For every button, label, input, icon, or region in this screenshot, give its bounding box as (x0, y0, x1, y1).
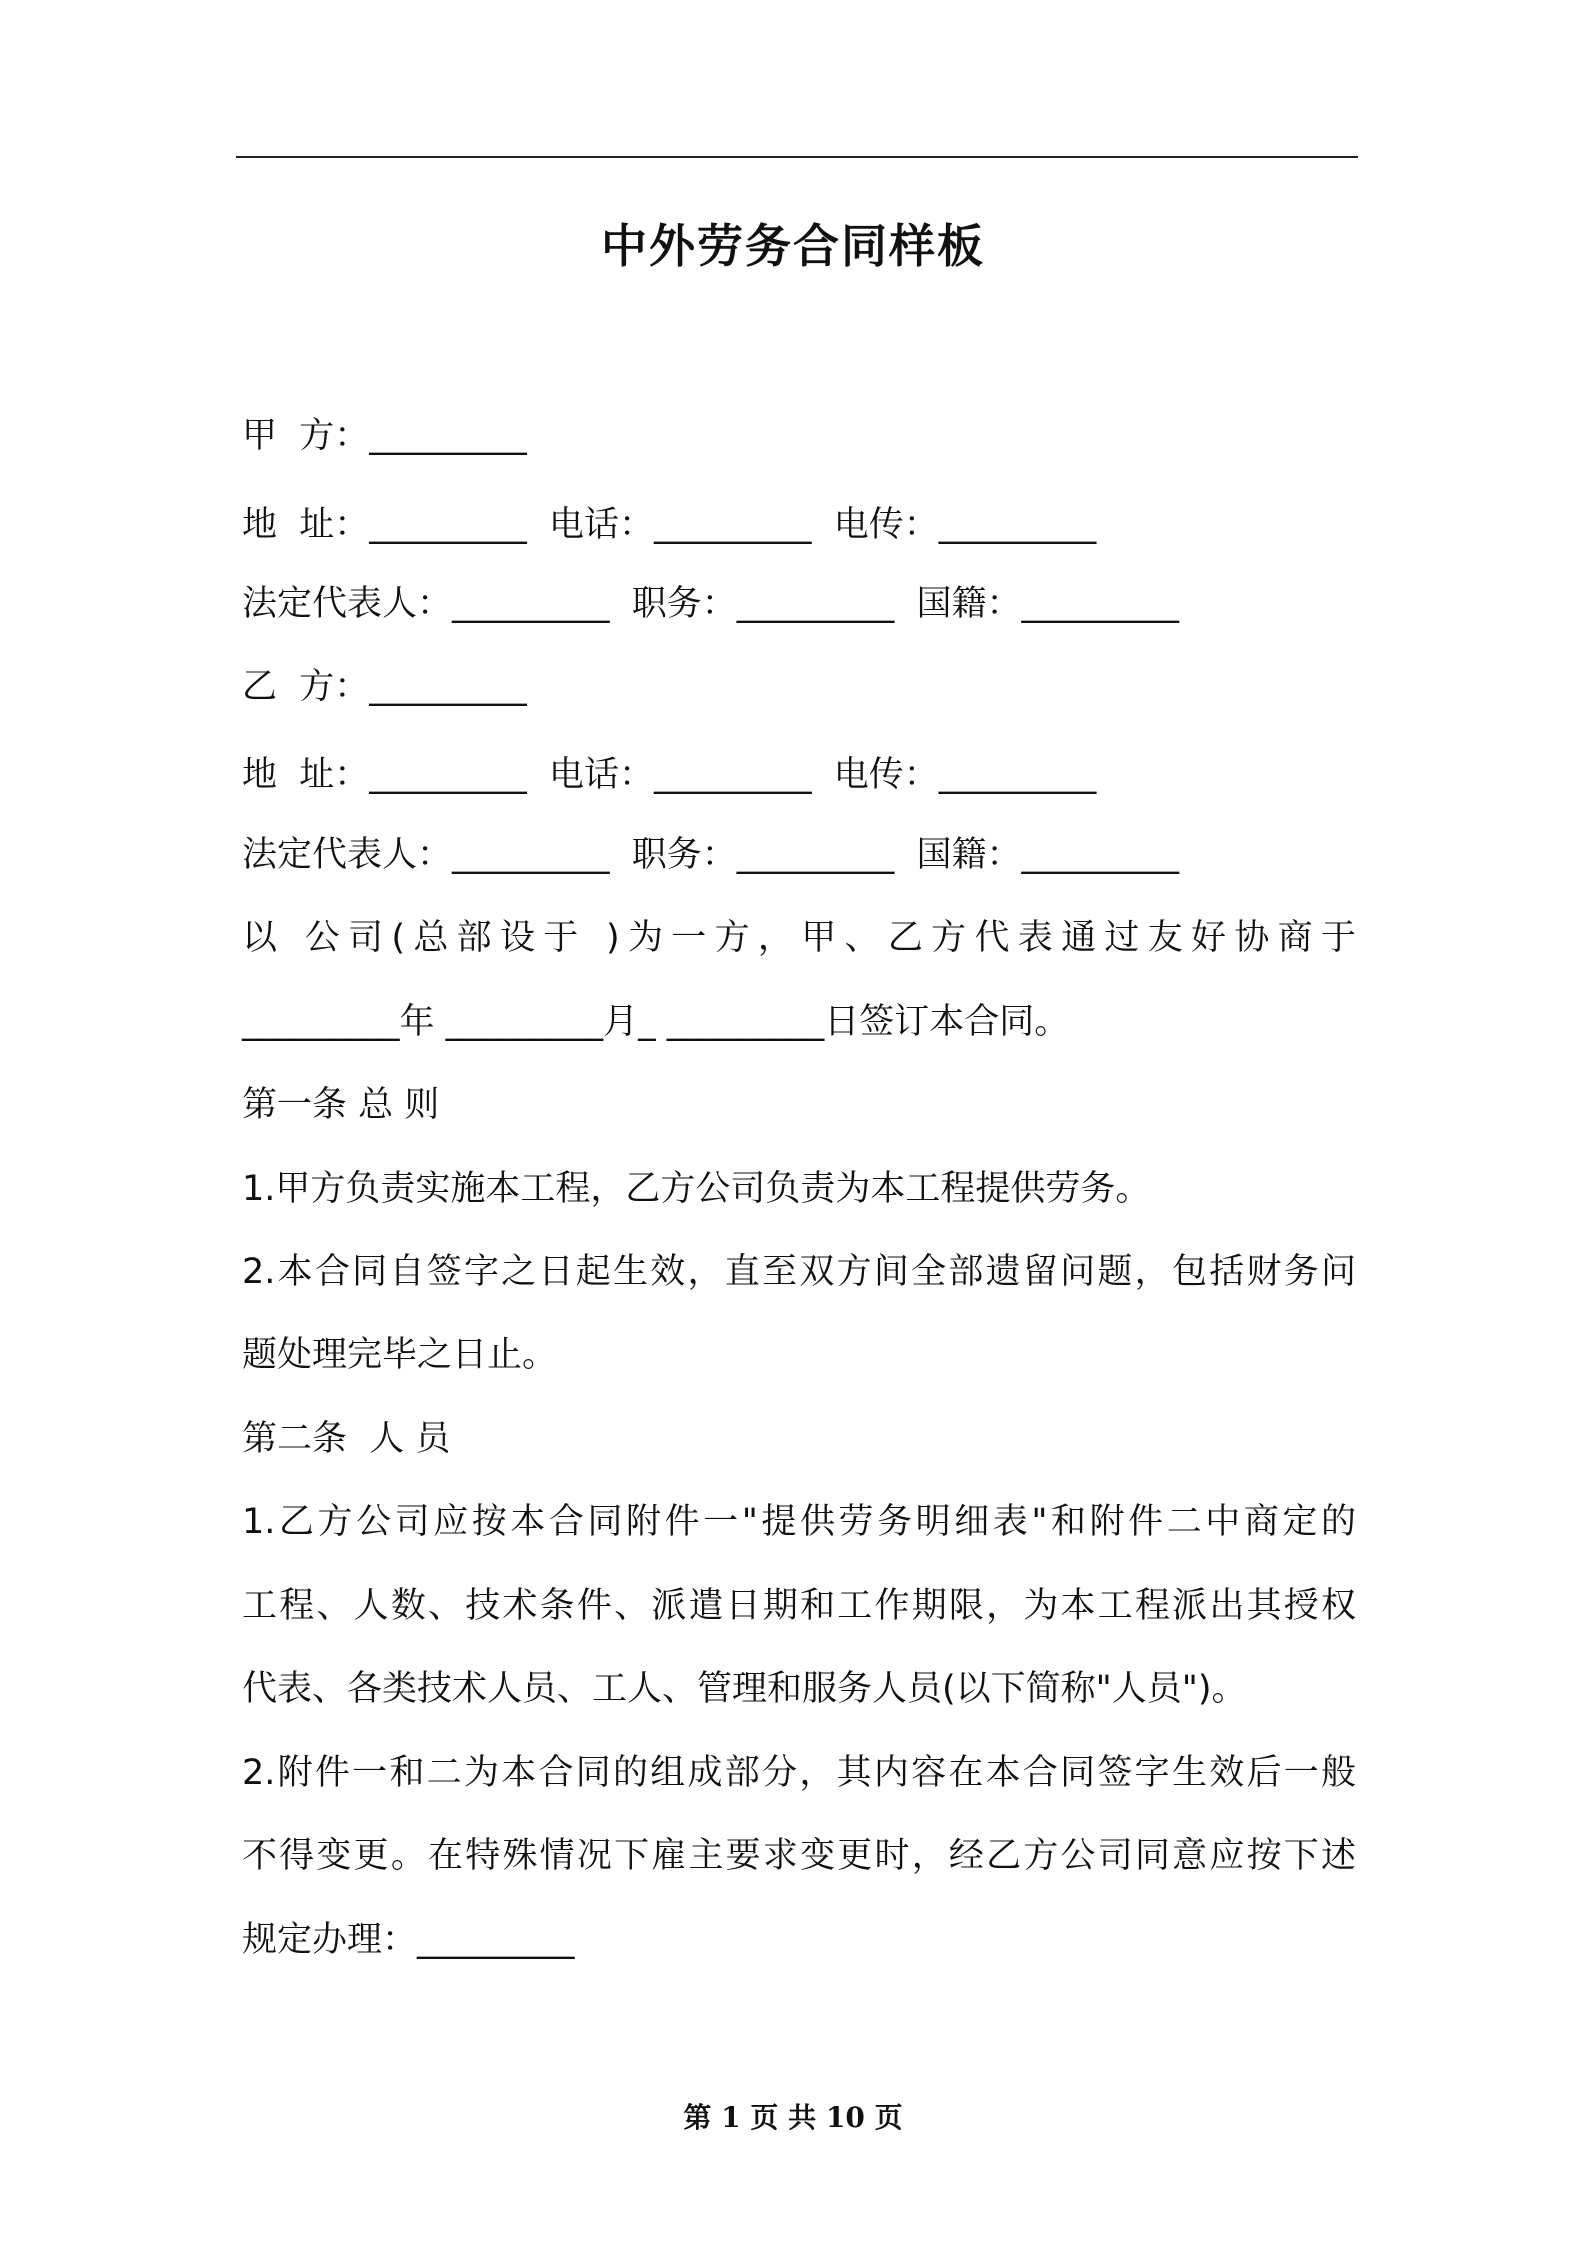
party-a-representative: 法定代表人：_________ 职务：_________ 国籍：_________ (242, 584, 1180, 624)
article-1-clause-2-line-1: 2.本合同自签字之日起生效，直至双方间全部遗留问题，包括财务问 (242, 1252, 1356, 1292)
article-1-clause-1: 1.甲方负责实施本工程，乙方公司负责为本工程提供劳务。 (242, 1169, 1151, 1209)
article-2-clause-2-line-1: 2.附件一和二为本合同的组成部分，其内容在本合同签字生效后一般 (242, 1753, 1356, 1793)
document-title: 中外劳务合同样板 (601, 219, 985, 273)
header-rule (236, 156, 1358, 158)
party-b-contact: 地 址：_________ 电话：_________ 电传：_________ (242, 755, 1097, 795)
party-a-name: 甲 方：_________ (242, 416, 527, 456)
page-number-footer: 第 1 页 共 10 页 (683, 2101, 903, 2134)
article-2-clause-2-line-2: 不得变更。在特殊情况下雇主要求变更时，经乙方公司同意应按下述 (242, 1836, 1356, 1876)
preamble-line-2: _________年 _________月_ _________日签订本合同。 (242, 1002, 1070, 1042)
party-a-contact: 地 址：_________ 电话：_________ 电传：_________ (242, 505, 1097, 545)
article-1-clause-2-line-2: 题处理完毕之日止。 (242, 1335, 558, 1375)
article-1-heading: 第一条 总 则 (242, 1085, 440, 1125)
article-2-clause-1-line-3: 代表、各类技术人员、工人、管理和服务人员(以下简称"人员")。 (242, 1669, 1247, 1709)
article-2-clause-2-line-3: 规定办理：_________ (242, 1920, 575, 1960)
article-2-heading: 第二条 人 员 (242, 1419, 451, 1459)
party-b-name: 乙 方：_________ (242, 667, 527, 707)
party-b-representative: 法定代表人：_________ 职务：_________ 国籍：_________ (242, 835, 1180, 875)
preamble-line-1: 以 公司(总部设于 )为一方，甲、乙方代表通过友好协商于 (242, 918, 1356, 958)
article-2-clause-1-line-1: 1.乙方公司应按本合同附件一"提供劳务明细表"和附件二中商定的 (242, 1502, 1356, 1542)
article-2-clause-1-line-2: 工程、人数、技术条件、派遣日期和工作期限，为本工程派出其授权 (242, 1586, 1356, 1626)
